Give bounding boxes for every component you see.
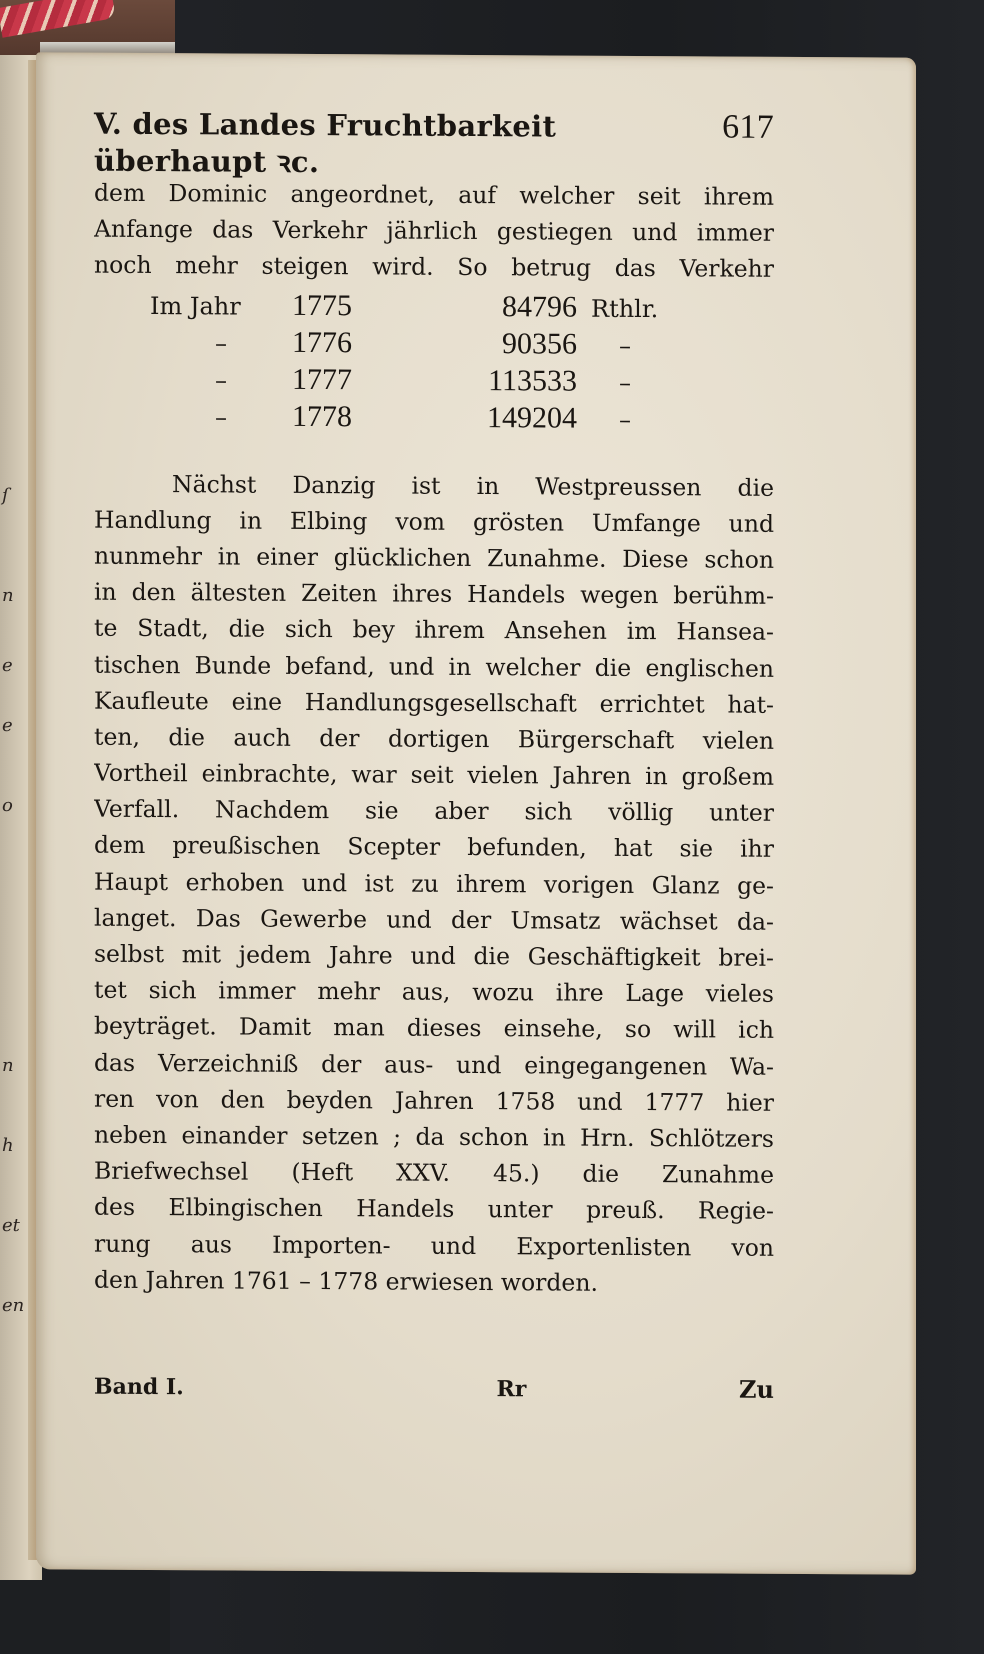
year-cell: 1777 <box>292 362 352 396</box>
text-line: Haupt erhoben und ist zu ihrem vorigen Glanz ge- <box>94 867 774 900</box>
text-line: nunmehr in einer glücklichen Zunahme. Diese schon <box>94 541 774 574</box>
text-line: Handlung in Elbing vom grösten Umfange und <box>94 505 774 538</box>
text-line: tischen Bunde befand, und in welcher die englischen <box>94 650 774 683</box>
table-row <box>150 325 658 365</box>
catchword: Zu <box>739 1374 774 1404</box>
year-label: Im Jahr <box>150 291 241 321</box>
text-line: te Stadt, die sich bey ihrem Ansehen im Hansea- <box>94 613 774 647</box>
text-line: Briefwechsel (Heft XXV. 45.) die Zunahme <box>94 1156 774 1189</box>
value-cell: 84796 <box>502 289 577 324</box>
text-line: das Verzeichniß der aus- und eingegangenen Wa- <box>94 1048 774 1081</box>
year-cell: 1776 <box>292 325 352 359</box>
text-line: neben einander setzen ; da schon in Hrn. Schlötzers <box>94 1120 774 1153</box>
table-row <box>150 288 658 328</box>
running-head <box>94 105 774 180</box>
table-row <box>150 362 658 402</box>
text-line: noch mehr steigen wird. So betrug das Verkehr <box>94 251 774 284</box>
unit-cell: Rthlr. <box>591 294 659 323</box>
text-line: langet. Das Gewerbe und der Umsatz wächset da- <box>94 903 774 936</box>
page-footer <box>94 1371 774 1404</box>
page-number: 617 <box>722 108 774 146</box>
ditto-mark: – <box>619 331 631 360</box>
ditto-mark: – <box>215 365 227 395</box>
text-line: dem Dominic angeordnet, auf welcher seit ihrem <box>94 178 774 211</box>
text-line: dem preußischen Scepter befunden, hat sie ihr <box>94 831 774 864</box>
text-line: rung aus Importen- und Exportenlisten von <box>94 1229 774 1262</box>
page-content <box>94 105 774 1302</box>
value-cell: 90356 <box>502 326 577 361</box>
value-cell: 113533 <box>488 363 577 398</box>
volume-mark: Band I. <box>94 1373 184 1401</box>
text-line: ten, die auch der dortigen Bürgerschaft vielen <box>94 722 774 755</box>
text-line: ren von den beyden Jahren 1758 und 1777 hier <box>94 1084 774 1117</box>
book-page <box>36 52 916 1574</box>
table-row <box>150 399 658 439</box>
value-cell: 149204 <box>487 400 577 435</box>
text-line: des Elbingischen Handels unter preuß. Regie- <box>94 1192 774 1226</box>
year-cell: 1778 <box>292 399 352 433</box>
ditto-mark: – <box>619 405 631 434</box>
text-line: Anfange das Verkehr jährlich gestiegen und immer <box>94 214 774 248</box>
text-line: Verfall. Nachdem sie aber sich völlig unter <box>94 794 774 828</box>
paragraph-2 <box>94 465 774 1301</box>
paragraph-1 <box>94 175 774 288</box>
year-cell: 1775 <box>292 288 352 322</box>
running-head-title: V. des Landes Fruchtbarkeit überhaupt ꝛc. <box>94 106 557 180</box>
ditto-mark: – <box>215 402 227 432</box>
trade-volume-table <box>150 288 658 439</box>
text-line: tet sich immer mehr aus, wozu ihre Lage vieles <box>94 975 774 1009</box>
text-line: den Jahren 1761 – 1778 erwiesen worden. <box>94 1265 598 1297</box>
ditto-mark: – <box>619 368 631 397</box>
text-line: Vortheil einbrachte, war seit vielen Jahren in großem <box>94 758 774 791</box>
facing-page-edge: ſ n e e o n h et en <box>0 55 42 1580</box>
text-line: Nächst Danzig ist in Westpreussen die <box>172 469 774 502</box>
text-line: in den ältesten Zeiten ihres Handels wegen berühm- <box>94 577 774 610</box>
text-line: beyträget. Damit man dieses einsehe, so will ich <box>94 1012 774 1045</box>
signature-mark: Rr <box>496 1376 527 1403</box>
text-line: Kaufleute eine Handlungsgesellschaft errichtet hat- <box>94 686 774 719</box>
text-line: selbst mit jedem Jahre und die Geschäftigkeit brei- <box>94 939 774 972</box>
ditto-mark: – <box>215 328 227 358</box>
